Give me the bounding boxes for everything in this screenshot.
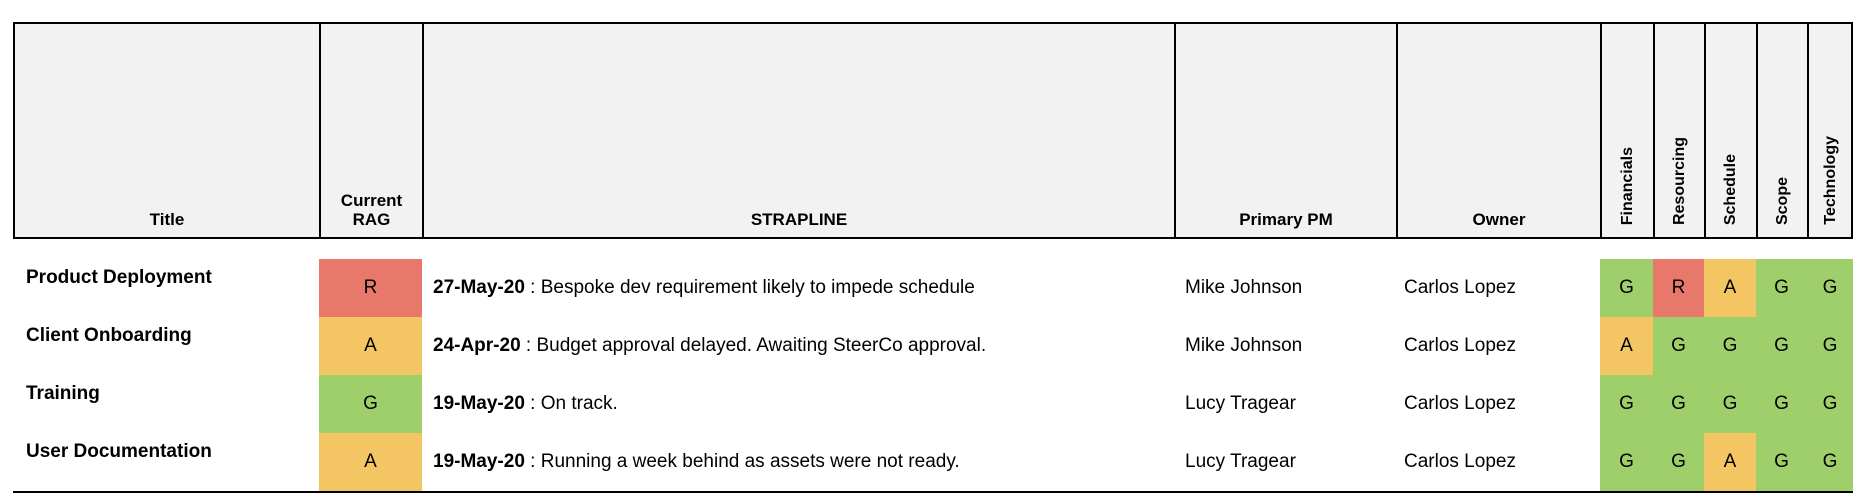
resourcing-cell: G <box>1653 433 1704 491</box>
financials-cell: G <box>1600 375 1653 433</box>
pm-cell: Lucy Tragear <box>1185 393 1296 414</box>
header-title <box>15 24 321 237</box>
pm-cell: Mike Johnson <box>1185 277 1303 298</box>
owner-cell: Carlos Lopez <box>1404 451 1516 472</box>
header-current-rag <box>321 24 424 237</box>
row-title: User Documentation <box>26 441 212 462</box>
financials-cell: A <box>1600 317 1653 375</box>
table-row <box>13 433 1853 491</box>
scope-cell: G <box>1756 433 1807 491</box>
header-strapline <box>424 24 1176 237</box>
header-technology-label: Technology <box>1822 136 1839 225</box>
strapline-date: 19-May-20 <box>433 393 525 414</box>
strapline-text: Bespoke dev requirement likely to impede schedule <box>540 277 975 298</box>
scope-cell: G <box>1756 375 1807 433</box>
owner-cell: Carlos Lopez <box>1404 335 1516 356</box>
pm-cell: Mike Johnson <box>1185 335 1303 356</box>
scope-cell: G <box>1756 317 1807 375</box>
header-rag-line1: Current <box>340 191 403 210</box>
header-schedule <box>1706 24 1758 237</box>
financials-cell: G <box>1600 433 1653 491</box>
technology-cell: G <box>1807 259 1853 317</box>
header-owner <box>1398 24 1602 237</box>
row-title: Training <box>26 383 100 404</box>
rag-cell: R <box>319 259 422 317</box>
resourcing-cell: G <box>1653 317 1704 375</box>
technology-cell: G <box>1807 317 1853 375</box>
table-row <box>13 375 1853 433</box>
strapline-sep: : <box>524 277 541 298</box>
strapline-cell <box>433 433 960 491</box>
header-technology <box>1809 24 1853 237</box>
technology-cell: G <box>1807 433 1853 491</box>
table-bottom-border <box>13 491 1853 493</box>
strapline-sep: : <box>524 451 541 472</box>
row-title: Product Deployment <box>26 267 212 288</box>
strapline-date: 19-May-20 <box>433 451 525 472</box>
strapline-sep: : <box>524 393 541 414</box>
header-financials <box>1602 24 1655 237</box>
strapline-sep: : <box>520 335 537 356</box>
strapline-date: 24-Apr-20 <box>433 335 521 356</box>
schedule-cell: A <box>1704 433 1756 491</box>
table-row <box>13 259 1853 317</box>
table-row <box>13 317 1853 375</box>
header-owner-label: Owner <box>1472 210 1526 229</box>
schedule-cell: G <box>1704 317 1756 375</box>
strapline-text: On track. <box>540 393 618 414</box>
resourcing-cell: G <box>1653 375 1704 433</box>
rag-cell: G <box>319 375 422 433</box>
header-strapline-label: STRAPLINE <box>750 210 848 229</box>
technology-cell: G <box>1807 375 1853 433</box>
financials-cell: G <box>1600 259 1653 317</box>
rag-cell: A <box>319 317 422 375</box>
header-primary-pm <box>1176 24 1398 237</box>
resourcing-cell: R <box>1653 259 1704 317</box>
pm-cell: Lucy Tragear <box>1185 451 1296 472</box>
header-title-label: Title <box>149 210 185 229</box>
scope-cell: G <box>1756 259 1807 317</box>
header-pm-label: Primary PM <box>1239 210 1333 229</box>
schedule-cell: A <box>1704 259 1756 317</box>
header-scope <box>1758 24 1809 237</box>
row-title: Client Onboarding <box>26 325 192 346</box>
header-resourcing <box>1655 24 1706 237</box>
strapline-text: Running a week behind as assets were not ready. <box>540 451 960 472</box>
rag-cell: A <box>319 433 422 491</box>
table-header <box>13 22 1853 239</box>
header-resourcing-label: Resourcing <box>1670 136 1688 225</box>
strapline-text: Budget approval delayed. Awaiting SteerCo approval. <box>536 335 987 356</box>
owner-cell: Carlos Lopez <box>1404 277 1516 298</box>
header-rag-line2: RAG <box>352 210 391 229</box>
header-financials-label: Financials <box>1618 146 1636 225</box>
strapline-cell <box>433 259 975 317</box>
header-schedule-label: Schedule <box>1722 153 1739 225</box>
strapline-cell <box>433 317 986 375</box>
owner-cell: Carlos Lopez <box>1404 393 1516 414</box>
strapline-cell <box>433 375 618 433</box>
strapline-date: 27-May-20 <box>433 277 525 298</box>
header-scope-label: Scope <box>1773 176 1791 225</box>
schedule-cell: G <box>1704 375 1756 433</box>
